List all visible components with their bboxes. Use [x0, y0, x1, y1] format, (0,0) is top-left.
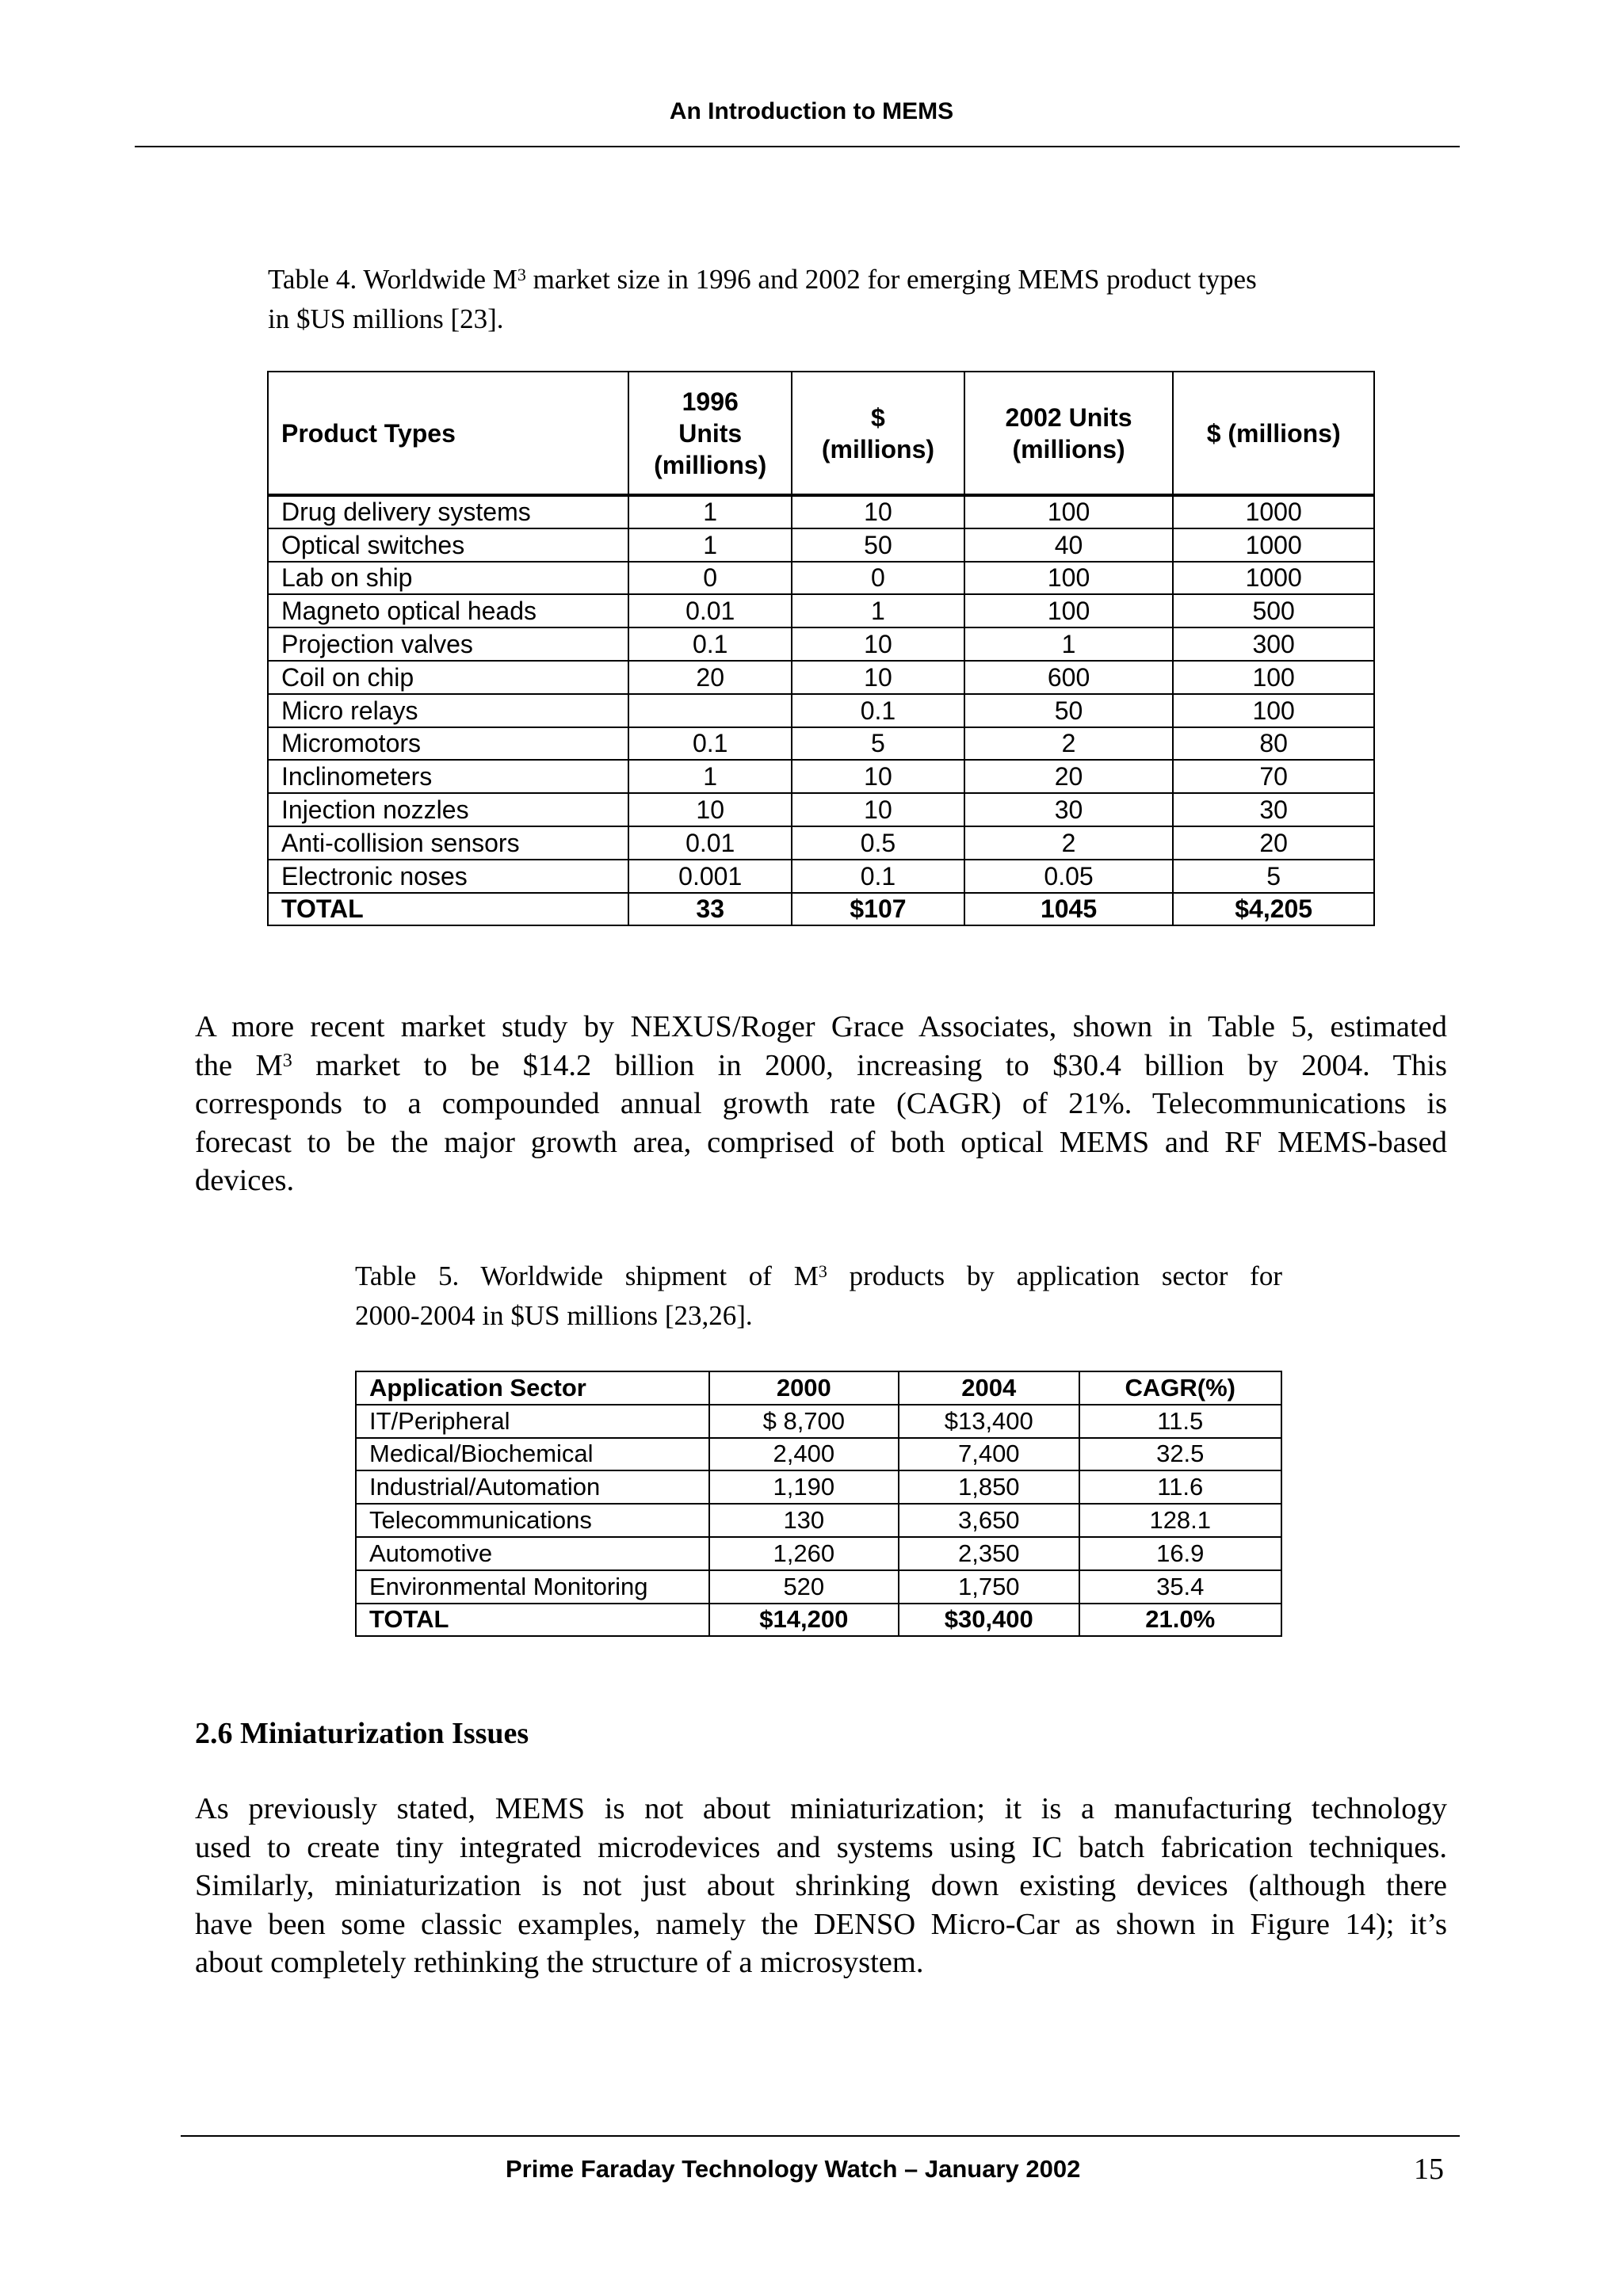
table4-row — [268, 495, 1374, 528]
table4-header-cell — [1173, 372, 1374, 495]
table4-caption — [268, 260, 1377, 339]
table5-cell: $ 8,700 — [709, 1405, 899, 1438]
table4-cell: 30 — [964, 793, 1174, 826]
footer-rule — [181, 2135, 1460, 2137]
table5-cell: Medical/Biochemical — [356, 1438, 709, 1471]
table4-cell: 2 — [964, 727, 1174, 761]
paragraph-line: As previously stated, MEMS is not about miniaturization; it is a manufacturing technology — [195, 1792, 1447, 1825]
table4-cell: Micro relays — [268, 694, 628, 727]
table5-header-cell: 2000 — [709, 1371, 899, 1405]
table5-total-cell: $30,400 — [899, 1604, 1079, 1637]
table4-caption-prefix: Table 4. Worldwide M — [268, 264, 517, 295]
table4-cell: 300 — [1173, 627, 1374, 661]
table5-row — [356, 1504, 1281, 1537]
table5-cell: 1,260 — [709, 1537, 899, 1570]
table4-header-text: (millions) — [654, 450, 767, 479]
table4-header-row — [268, 372, 1374, 495]
table4-caption-rest: market size in 1996 and 2002 for emerging MEMS product types — [525, 264, 1257, 295]
table5-row — [356, 1537, 1281, 1570]
table5-row — [356, 1405, 1281, 1438]
paragraph-line: have been some classic examples, namely the DENSO Micro-Car as shown in Figure 14); it’s — [195, 1907, 1447, 1941]
table4-cell: 100 — [964, 562, 1174, 595]
table5-total-cell: 21.0% — [1079, 1604, 1282, 1637]
table4-header-cell — [792, 372, 964, 495]
table5-cell: 520 — [709, 1570, 899, 1604]
table4-cell: 10 — [628, 793, 792, 826]
table5-caption-line1 — [355, 1257, 1282, 1296]
table4-total-cell: TOTAL — [268, 893, 628, 926]
table5-header-cell: Application Sector — [356, 1371, 709, 1405]
table4-row — [268, 793, 1374, 826]
paragraph-line: Similarly, miniaturization is not just about shrinking down existing devices (although there — [195, 1869, 1447, 1902]
table4-cell: 50 — [792, 528, 964, 562]
table4-cell: 40 — [964, 528, 1174, 562]
page-number: 15 — [1414, 2153, 1444, 2186]
table5-row — [356, 1570, 1281, 1604]
table5-caption-prefix: Table 5. Worldwide shipment of M — [355, 1261, 819, 1291]
table4-cell: 20 — [964, 760, 1174, 793]
table4-row — [268, 562, 1374, 595]
table5-cell: 1,850 — [899, 1470, 1079, 1504]
table4-cell: 0.001 — [628, 860, 792, 893]
footer-text: Prime Faraday Technology Watch – January 2002 — [506, 2155, 1081, 2183]
running-header: An Introduction to MEMS — [669, 98, 954, 124]
table5-cell: 2,350 — [899, 1537, 1079, 1570]
table5-cell: 2,400 — [709, 1438, 899, 1471]
table4-cell: 2 — [964, 826, 1174, 860]
table4-header-text: $ — [871, 402, 885, 432]
table5-cell: 3,650 — [899, 1504, 1079, 1537]
table5-cell: 16.9 — [1079, 1537, 1282, 1570]
table4-row — [268, 694, 1374, 727]
table4-cell — [628, 694, 792, 727]
table5-caption-superscript: 3 — [818, 1261, 827, 1281]
table4-row — [268, 727, 1374, 761]
table4-cell: 0.05 — [964, 860, 1174, 893]
table5-cell: 130 — [709, 1504, 899, 1537]
table5-total-cell: TOTAL — [356, 1604, 709, 1637]
table4-cell: 10 — [792, 627, 964, 661]
paragraph-market-study — [195, 1008, 1447, 1200]
table4-cell: Magneto optical heads — [268, 594, 628, 627]
table4-cell: 0.1 — [628, 727, 792, 761]
paragraph-line — [195, 1047, 1447, 1085]
table4-cell: 1 — [628, 528, 792, 562]
table4-cell: 5 — [792, 727, 964, 761]
table4-header-text: 2002 Units — [1005, 402, 1132, 432]
table4-cell: 1 — [628, 760, 792, 793]
table4-row — [268, 594, 1374, 627]
table4-header-text: 1996 — [682, 387, 739, 416]
table4-cell: 0.5 — [792, 826, 964, 860]
paragraph-line: devices. — [195, 1164, 295, 1197]
table4-cell: Coil on chip — [268, 661, 628, 694]
paragraph-line: about completely rethinking the structure of a microsystem. — [195, 1946, 924, 1979]
table4-cell: Lab on ship — [268, 562, 628, 595]
paragraph-miniaturization — [195, 1790, 1447, 1982]
table4-caption-superscript: 3 — [517, 265, 526, 284]
table4-cell: 0 — [792, 562, 964, 595]
table5-cell: 7,400 — [899, 1438, 1079, 1471]
paragraph-line: A more recent market study by NEXUS/Roger Grace Associates, shown in Table 5, estimated — [195, 1010, 1447, 1043]
table4-cell: 100 — [1173, 661, 1374, 694]
table4-row — [268, 627, 1374, 661]
paragraph-superscript: 3 — [282, 1050, 292, 1071]
table4-cell: 100 — [964, 495, 1174, 528]
table4-cell: 10 — [792, 661, 964, 694]
table4-cell: Injection nozzles — [268, 793, 628, 826]
table4-cell: 100 — [964, 594, 1174, 627]
table4-cell: 1000 — [1173, 495, 1374, 528]
table4-total-cell: 33 — [628, 893, 792, 926]
table5-cell: 11.5 — [1079, 1405, 1282, 1438]
table4 — [267, 371, 1375, 926]
table4-cell: 0.01 — [628, 826, 792, 860]
paragraph-line: forecast to be the major growth area, comprised of both optical MEMS and RF MEMS-based — [195, 1125, 1447, 1159]
table4-cell: 70 — [1173, 760, 1374, 793]
table4-cell: 1000 — [1173, 528, 1374, 562]
table5-caption-line2: 2000-2004 in $US millions [23,26]. — [355, 1300, 753, 1331]
table4-total-row — [268, 893, 1374, 926]
table5-cell: 35.4 — [1079, 1570, 1282, 1604]
table4-row — [268, 661, 1374, 694]
table4-cell: 20 — [628, 661, 792, 694]
table4-header-text: $ (millions) — [1206, 418, 1341, 448]
table4-cell: 0 — [628, 562, 792, 595]
table4-cell: 1 — [964, 627, 1174, 661]
table4-cell: Drug delivery systems — [268, 495, 628, 528]
table4-cell: 10 — [792, 760, 964, 793]
table4-row — [268, 860, 1374, 893]
table4-total-cell: $107 — [792, 893, 964, 926]
table5-header-row — [356, 1371, 1281, 1405]
table5-body — [356, 1405, 1281, 1637]
table5-cell: 11.6 — [1079, 1470, 1282, 1504]
table5-row — [356, 1438, 1281, 1471]
table4-cell: 5 — [1173, 860, 1374, 893]
table4-header-text: Units — [678, 418, 743, 448]
table5-cell: 1,190 — [709, 1470, 899, 1504]
table5-caption-rest: products by application sector for — [827, 1261, 1282, 1291]
table4-row — [268, 826, 1374, 860]
table4-header-text: (millions) — [1012, 434, 1125, 463]
table5-cell: Environmental Monitoring — [356, 1570, 709, 1604]
table4-cell: 1 — [792, 594, 964, 627]
table4-cell: 10 — [792, 495, 964, 528]
table5-row — [356, 1470, 1281, 1504]
table4-cell: Anti-collision sensors — [268, 826, 628, 860]
table4-cell: Inclinometers — [268, 760, 628, 793]
section-heading: 2.6 Miniaturization Issues — [195, 1717, 529, 1750]
table4-cell: 0.01 — [628, 594, 792, 627]
table4-cell: Projection valves — [268, 627, 628, 661]
table4-cell: 0.1 — [628, 627, 792, 661]
table4-cell: 1000 — [1173, 562, 1374, 595]
table4-cell: Optical switches — [268, 528, 628, 562]
table4-header-text: (millions) — [821, 434, 935, 463]
table4-cell: 20 — [1173, 826, 1374, 860]
paragraph-line2-rest: market to be $14.2 billion in 2000, increasing to $30.4 billion by 2004. This — [292, 1048, 1447, 1082]
table5-cell: IT/Peripheral — [356, 1405, 709, 1438]
table4-caption-line1 — [268, 260, 1377, 299]
table4-header-text: Product Types — [281, 418, 456, 448]
table4-cell: 100 — [1173, 694, 1374, 727]
table5-total-row — [356, 1604, 1281, 1637]
table5-cell: 32.5 — [1079, 1438, 1282, 1471]
table5-cell: $13,400 — [899, 1405, 1079, 1438]
table5 — [355, 1371, 1282, 1637]
table5-cell: Telecommunications — [356, 1504, 709, 1537]
table4-cell: Electronic noses — [268, 860, 628, 893]
table4-cell: 0.1 — [792, 860, 964, 893]
table5-cell: 1,750 — [899, 1570, 1079, 1604]
table4-body — [268, 495, 1374, 925]
table5-cell: 128.1 — [1079, 1504, 1282, 1537]
table4-cell: 50 — [964, 694, 1174, 727]
table4-cell: 0.1 — [792, 694, 964, 727]
table4-cell: Micromotors — [268, 727, 628, 761]
table4-row — [268, 760, 1374, 793]
header-rule — [135, 146, 1460, 147]
table4-cell: 80 — [1173, 727, 1374, 761]
paragraph-line2-prefix: the M — [195, 1048, 283, 1082]
table4-cell: 30 — [1173, 793, 1374, 826]
table4-cell: 600 — [964, 661, 1174, 694]
table5-total-cell: $14,200 — [709, 1604, 899, 1637]
table5-caption — [355, 1257, 1282, 1336]
table4-total-cell: 1045 — [964, 893, 1174, 926]
table4-header-cell — [964, 372, 1174, 495]
table4-header-cell — [628, 372, 792, 495]
table4-cell: 1 — [628, 495, 792, 528]
table4-cell: 10 — [792, 793, 964, 826]
table4-header-cell — [268, 372, 628, 495]
table5-header-cell: CAGR(%) — [1079, 1371, 1282, 1405]
table4-caption-line2: in $US millions [23]. — [268, 303, 504, 334]
paragraph-line: used to create tiny integrated microdevices and systems using IC batch fabrication techniques. — [195, 1830, 1447, 1864]
table4-cell: 500 — [1173, 594, 1374, 627]
table4-row — [268, 528, 1374, 562]
table5-cell: Industrial/Automation — [356, 1470, 709, 1504]
table4-total-cell: $4,205 — [1173, 893, 1374, 926]
table5-header-cell: 2004 — [899, 1371, 1079, 1405]
table5-cell: Automotive — [356, 1537, 709, 1570]
paragraph-line: corresponds to a compounded annual growth rate (CAGR) of 21%. Telecommunications is — [195, 1087, 1447, 1120]
